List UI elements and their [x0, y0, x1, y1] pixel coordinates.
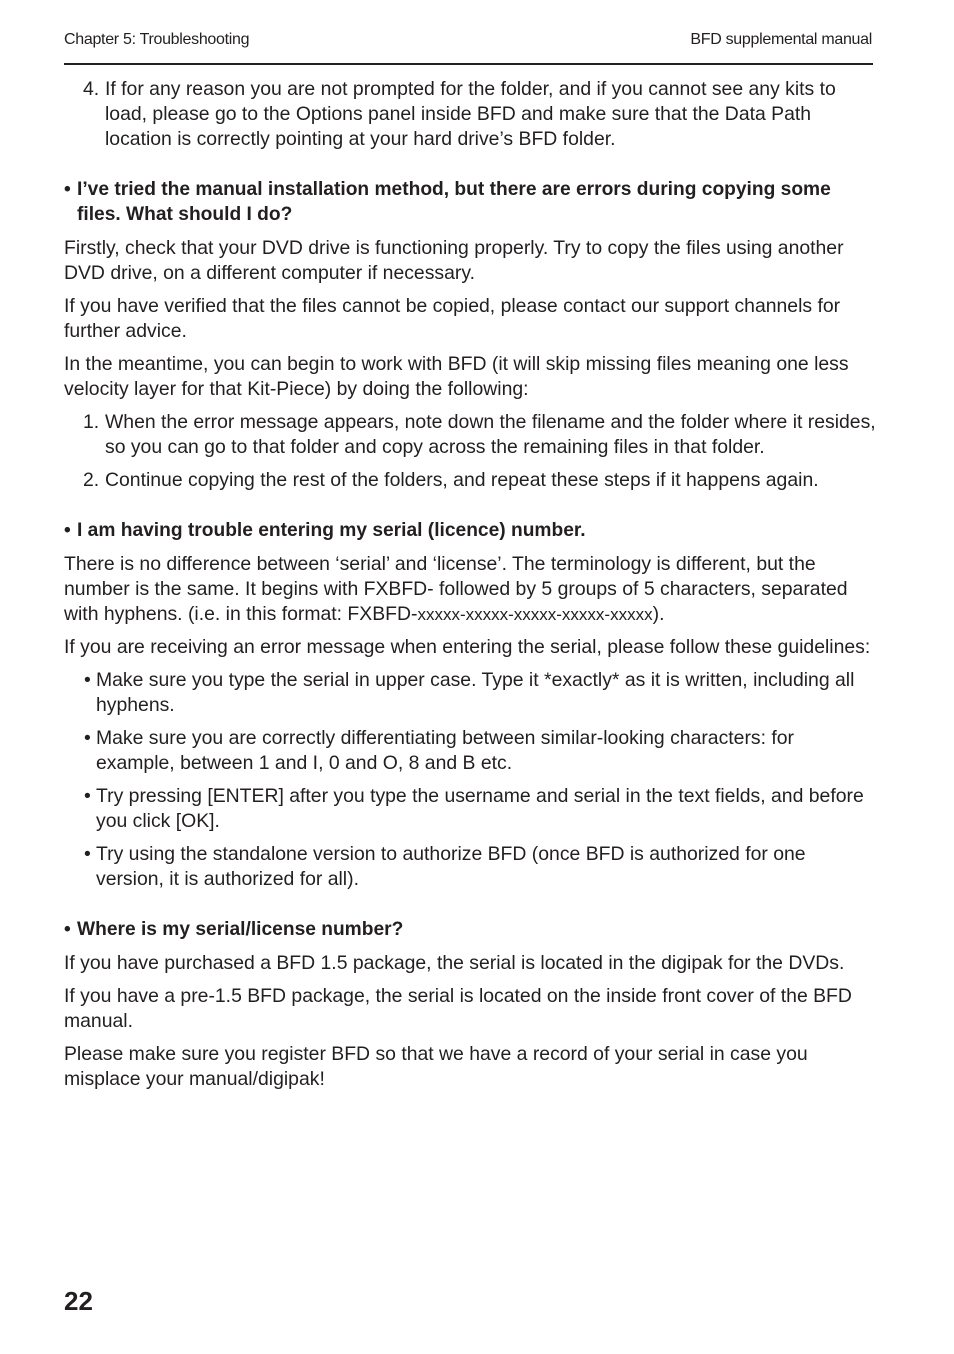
paragraph: If you have a pre-1.5 BFD package, the serial is located on the inside front cover of the BFD manual. [64, 985, 852, 1032]
paragraph: Firstly, check that your DVD drive is functioning properly. Try to copy the files using another DVD drive, on a different computer if necessary. [64, 237, 844, 284]
question-text: I am having trouble entering my serial (licence) number. [77, 520, 586, 541]
step-text: When the error message appears, note down the filename and the folder where it resides, so you can go to that folder and copy across the remaining files in that folder. [105, 411, 876, 458]
list-item-step-1 [64, 410, 876, 460]
bullet: • [84, 785, 91, 807]
paragraph: If you have verified that the files cannot be copied, please contact our support channels for further advice. [64, 295, 841, 342]
paragraph: In the meantime, you can begin to work with BFD (it will skip missing files meaning one less velocity layer for that Kit-Piece) by doing the following: [64, 353, 849, 400]
list-item-step-2 [64, 468, 876, 493]
list-item [64, 668, 876, 718]
step-number: 4. [83, 78, 100, 100]
section-gap [64, 501, 876, 518]
list-item-step-4 [64, 77, 876, 152]
paragraph [64, 552, 876, 627]
guideline-text: Make sure you are correctly differentiating between similar-looking characters: for example, between 1 and I, 0 and O, 8 and B etc. [96, 727, 795, 774]
chapter-title: Chapter 5: Troubleshooting [64, 31, 250, 48]
faq-question-serial-location [64, 917, 876, 942]
faq-question-serial-trouble [64, 518, 876, 543]
bullet: • [84, 843, 91, 865]
bullet: • [84, 727, 91, 749]
paragraph: If you are receiving an error message when entering the serial, please follow these guidelines: [64, 636, 871, 658]
step-text: Continue copying the rest of the folders, and repeat these steps if it happens again. [105, 469, 819, 491]
bullet: • [64, 179, 71, 200]
guideline-text: Make sure you type the serial in upper case. Type it *exactly* as it is written, including all hyphens. [96, 669, 855, 716]
paragraph: If you have purchased a BFD 1.5 package, the serial is located in the digipak for the DVDs. [64, 952, 845, 974]
guideline-text: Try pressing [ENTER] after you type the username and serial in the text fields, and before you click [OK]. [96, 785, 864, 832]
serial-explanation: There is no difference between ‘serial’ and ‘license’. The terminology is different, but the number is the same. It begins with FXBFD- followed by 5 groups of 5 characters, separated with hyphens. (i.e. in this format: FXBFD- [64, 553, 848, 625]
step-text: If for any reason you are not prompted for the folder, and if you cannot see any kits to load, please go to the Options panel inside BFD and make sure that the Data Path location is correctly pointing at your hard drive’s BFD folder. [105, 78, 836, 150]
bullet: • [64, 919, 71, 940]
question-text: I’ve tried the manual installation method, but there are errors during copying some files. What should I do? [77, 179, 831, 225]
manual-title: BFD supplemental manual [690, 31, 872, 48]
bullet: • [84, 669, 91, 691]
list-item [64, 842, 876, 892]
serial-format: xxxxx-xxxxx-xxxxx-xxxxx-xxxxx [417, 605, 653, 624]
guideline-text: Try using the standalone version to authorize BFD (once BFD is authorized for one version, it is authorized for all). [96, 843, 806, 890]
header-rule [64, 63, 873, 65]
serial-explanation-end: ). [652, 603, 665, 625]
faq-question-copy-errors [64, 177, 876, 227]
paragraph: Please make sure you register BFD so that we have a record of your serial in case you misplace your manual/digipak! [64, 1043, 808, 1090]
list-item [64, 726, 876, 776]
section-gap [64, 900, 876, 917]
list-item [64, 784, 876, 834]
step-number: 2. [83, 469, 100, 491]
section-gap [64, 160, 876, 177]
page-number: 22 [64, 1286, 93, 1316]
question-text: Where is my serial/license number? [77, 919, 404, 940]
running-header [64, 30, 872, 52]
page-body [64, 77, 876, 1100]
step-number: 1. [83, 411, 100, 433]
bullet: • [64, 520, 71, 541]
